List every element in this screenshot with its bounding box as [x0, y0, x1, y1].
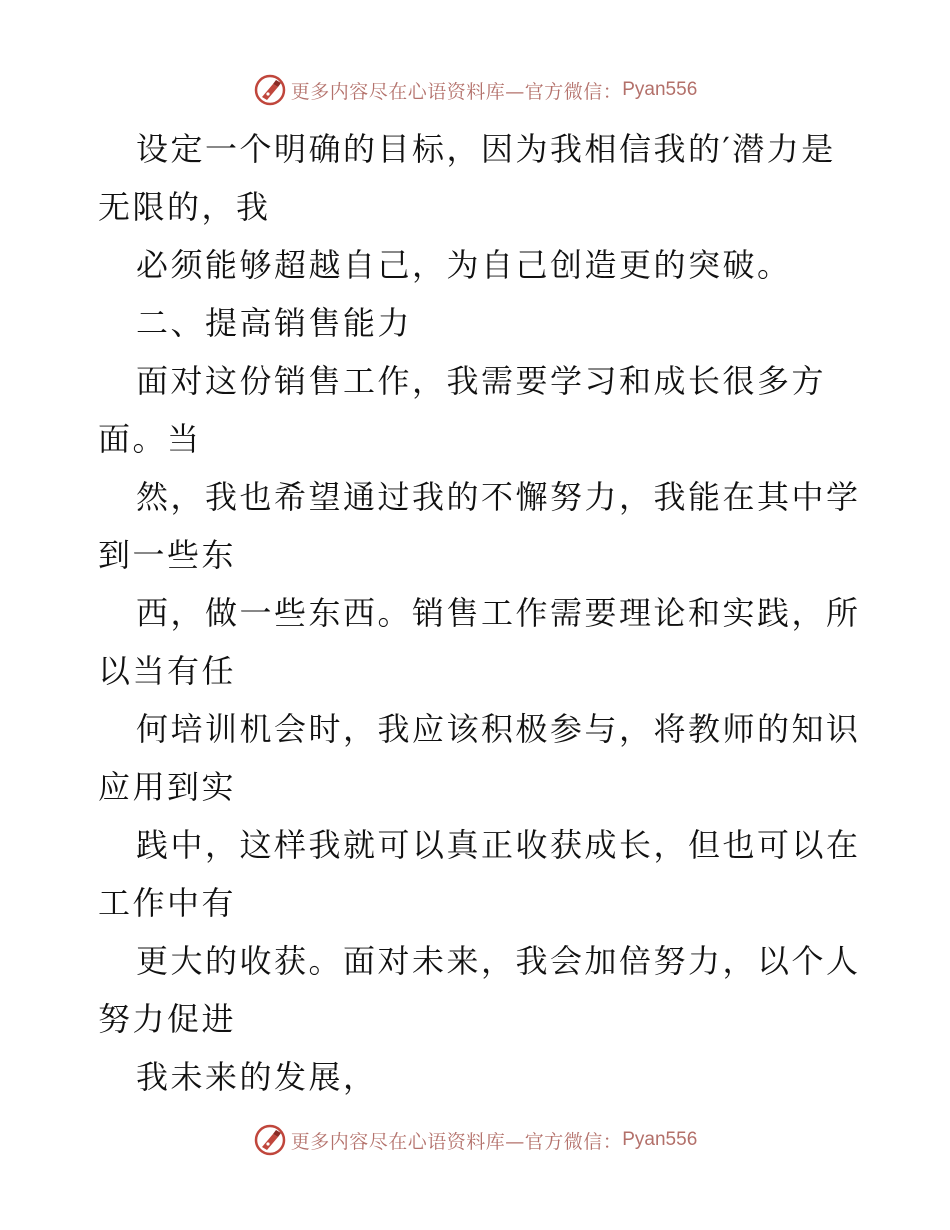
text-line: 二、提高销售能力	[136, 304, 413, 342]
text-line: 工作中有	[98, 884, 237, 922]
text-line: 到一些东	[98, 536, 237, 574]
text-line: 面对这份销售工作，我需要学习和成长很多方	[136, 362, 827, 400]
text-line: 然，我也希望通过我的不懈努力，我能在其中学	[136, 478, 861, 516]
text-line: 面。当	[98, 420, 202, 458]
text-line: 践中，这样我就可以真正收获成长，但也可以在	[136, 826, 861, 864]
text-line: 努力促进	[98, 1000, 237, 1038]
text-line: 我未来的发展，	[136, 1058, 378, 1096]
pen-nib-logo-icon	[253, 1123, 287, 1157]
watermark-text: 更多内容尽在心语资料库—官方微信：	[290, 1130, 623, 1153]
text-line: 必须能够超越自己，为自己创造更的突破。	[136, 246, 792, 284]
text-line: 无限的，我	[98, 188, 271, 226]
text-line: 西，做一些东西。销售工作需要理论和实践，所	[136, 594, 861, 632]
watermark-wechat-id: Pyan556	[622, 79, 698, 100]
text-line: 应用到实	[98, 768, 237, 806]
pen-nib-logo-icon	[253, 73, 287, 107]
header-watermark	[0, 70, 950, 110]
watermark-wechat-id: Pyan556	[622, 1129, 698, 1150]
footer-watermark	[0, 1120, 950, 1160]
watermark-text: 更多内容尽在心语资料库—官方微信：	[290, 80, 623, 103]
text-line: 何培训机会时，我应该积极参与，将教师的知识	[136, 710, 861, 748]
text-line: 更大的收获。面对未来，我会加倍努力，以个人	[136, 942, 861, 980]
text-line: 设定一个明确的目标，因为我相信我的′潜力是	[136, 130, 836, 168]
text-line: 以当有任	[98, 652, 237, 690]
document-body	[98, 120, 861, 1106]
